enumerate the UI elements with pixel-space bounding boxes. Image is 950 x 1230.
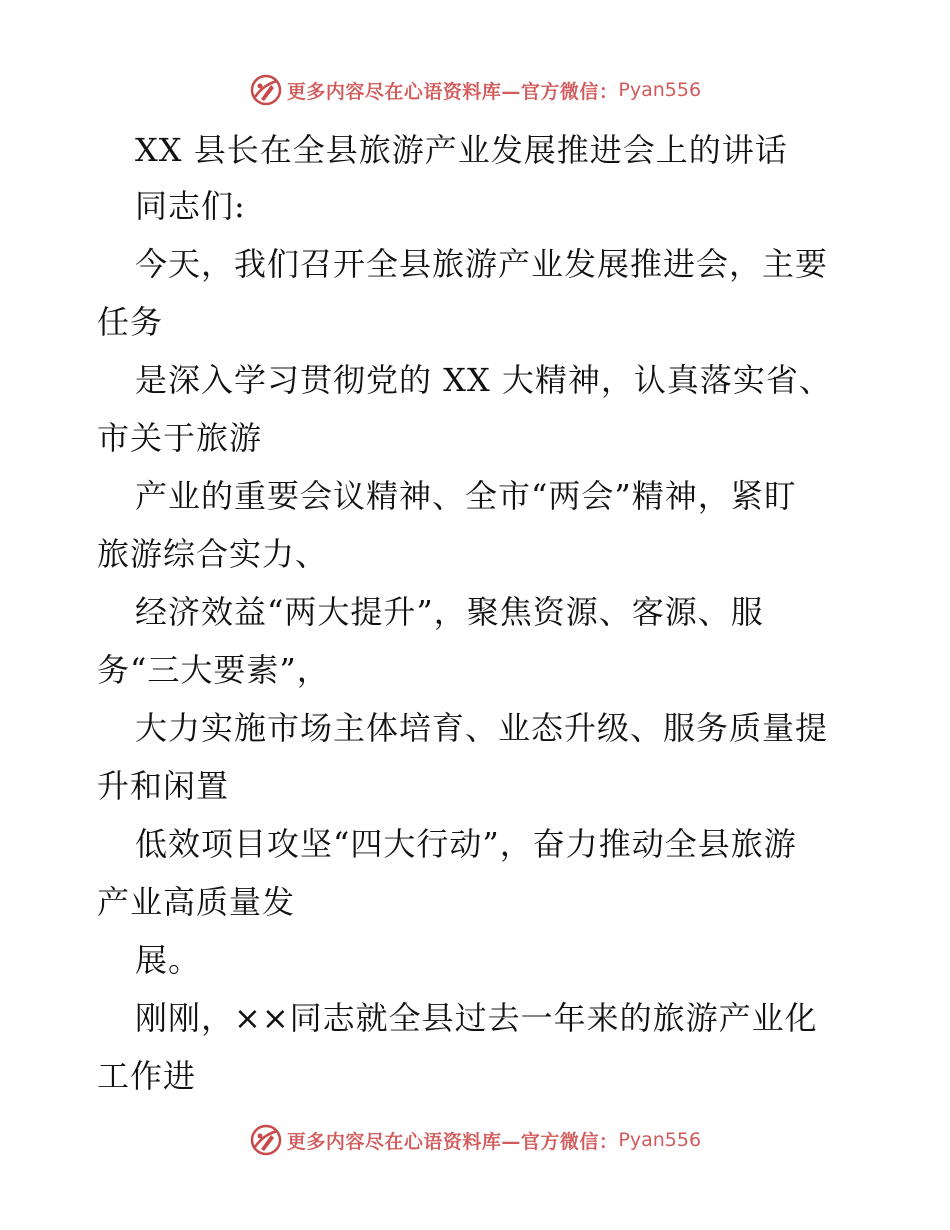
banner-text: 更多内容尽在心语资料库—官方微信： xyxy=(286,80,619,103)
paragraph-line: 大力实施市场主体培育、业态升级、服务质量提 xyxy=(135,709,829,747)
paragraph-line: 市关于旅游 xyxy=(97,419,263,457)
paragraph-line: 工作进 xyxy=(97,1057,197,1095)
header-banner xyxy=(0,70,950,110)
paragraph-line: 展。 xyxy=(135,941,202,979)
paragraph-line: 刚刚，××同志就全县过去一年来的旅游产业化 xyxy=(135,999,818,1037)
paragraph-line: 是深入学习贯彻党的 XX 大精神，认真落实省、 xyxy=(135,361,832,399)
paragraph-line: 经济效益“两大提升”，聚焦资源、客源、服 xyxy=(135,593,764,631)
banner-text: 更多内容尽在心语资料库—官方微信： xyxy=(286,1130,619,1153)
paragraph-line: 产业的重要会议精神、全市“两会”精神，紧盯 xyxy=(135,477,797,515)
paragraph-line: 今天，我们召开全县旅游产业发展推进会，主要 xyxy=(135,245,829,283)
paragraph-line: 低效项目攻坚“四大行动”，奋力推动全县旅游 xyxy=(135,825,797,863)
banner-wechat-id: Pyan556 xyxy=(618,79,702,101)
logo-icon xyxy=(249,73,283,107)
paragraph-line: 升和闲置 xyxy=(97,767,230,805)
paragraph-line: 旅游综合实力、 xyxy=(97,535,329,573)
logo-icon xyxy=(249,1123,283,1157)
paragraph-line: 任务 xyxy=(97,303,164,341)
paragraph-line: 务“三大要素”， xyxy=(97,651,330,689)
footer-banner xyxy=(0,1120,950,1160)
paragraph-line: 产业高质量发 xyxy=(97,883,296,921)
document-title: XX 县长在全县旅游产业发展推进会上的讲话 xyxy=(135,131,788,169)
banner-wechat-id: Pyan556 xyxy=(618,1129,702,1151)
salutation: 同志们: xyxy=(135,187,246,225)
